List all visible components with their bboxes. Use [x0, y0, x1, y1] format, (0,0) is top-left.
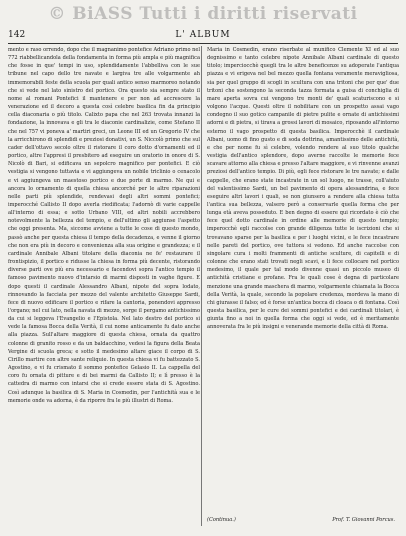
continua-note: (Continua.)	[207, 517, 236, 523]
column-left-text: mento e raso orrendo, dopo che il magnanimo pontefice Adriano primo nel 772 riabbellicandola della fondamenta in forma più ampla e più magnifica che fosse in que' tempi in uso, splendidamente l'abbelliva con le sue tribune nel capo dello tre navate e largiva tre alle volgarmente ah immemorabili feste della scuola per quali antico senso marmoreo notando che si vede nel lato sinistro del portico. Ora questo sia sempre stato il nome al romani Pontefici il mantenere e per non ad accrescere la venerazione ed il decoro a questa così celebre basilica fin da principio cella diaconaria o più titolo. Calixto papa che nel 263 trovata innanzi la fondazione, la innovava e gli tra le diaconie cardinalizie, come Stefano II che nel 757 vi poneva a' martiri greci, un Leone III ed un Gregorio IV che la arricchirono di splendidi e preziosi donativi, un S. Niccolò primo che sul cader dell'ottavo secolo oltre il ristorare il coro dotto d'ornamenti ed il portico, altre l'appresi il presbitero ad eseguire un oratorio in onore di S. Nicolò di Bari, si edificava un sepolcro magnifico per pontefici. E ciò vestigia si vengono tuttavia e vi aggiungeva un nobile triclinio o cenacolo e vi aggiungeva un maestoso portico e due porte di marmo. Ne qui e ancora lo ornamento di quella chiesa ancorché per le altre riparazioni nelle parti più splendide, rendevasi degli altri sommi pontefici; imperocché Callisto II dopo averla riedificata; l'adornò di varie cappelle all'interno di essa; e sotto Urbano VIII, ed altri nobili accrebbero notevolmente la bellezza del tempio, e dell'ultimo gli aggiunse l'aspetto che oggi presenta. Ma, siccome avviene a tutte le cose di questo mondo, passò anche per questa chiesa il tempo della decadenza, e venne il giorno che non era più in decoro e convenienza alla sua origine e grandezza; e il cardinale Annibale Albani titolare della diaconia ne fe' restaurare il frontispizio, il portico e ridusse la chiesa in forma più decente, ristorando diverse parti ove più era necessario e facendovi sopra l'antico tempio il famoso pavimento nuovo d'intarsio di marmi disposti in vaghe figure. E dopo questi il cardinale Alessandro Albani, nipote del sopra lodato, rinnovando la facciata per mezzo del valente architetto Giuseppe Sardi, fece di nuovo edificare il portico e rifare la cantoria, ponendovi appresso l'organo; nel cui lato, nella navata di mezzo, sorge il pergamo antichissimo da cui si leggeva l'Evangelio e l'Epistola. Nel lato destro del portico si vede la famosa Bocca della Verità, il cui nome anticamente fu dato anche alla piazza. Sull'altare maggiore di questa chiesa, ornata da quattro colonne di granito rosso e da un baldacchino, vedesi la figura della Beata Vergine di scuola greca; e sotto il medesimo altare giace il corpo di S. Cirillo martire con altre sante reliquie. In questa chiesa vi fu battezzato S. Agostino, e vi fu crismato il sommo pontefice Gelasio II. La cappella del coro fu ornata di pitture e di bei marmi da Callisto II; e lì presso è la cattedra di marmo con intarsi che si crede essere stata di S. Agostino. Così adunque la basilica di S. Maria in Cosmedin, per l'antichità sua e le memorie onde va adorna, è da riporre fra le più illustri di Roma.	[8, 47, 200, 404]
running-title: L' ALBUM	[175, 30, 231, 40]
column-right	[207, 46, 399, 534]
header-rule	[8, 43, 398, 44]
signature-line	[207, 516, 399, 526]
column-left	[8, 46, 200, 534]
article-footer	[207, 516, 399, 526]
column-divider	[201, 46, 202, 526]
column-right-text: Maria in Cosmedin, erano riserbate al munifico Clemente XI ed al suo degnissimo e tanto celebre nipote Annibale Albani cardinale di questo titolo; imperciocchè quegli tra le altre beneficenze su adoperate l'antiqua piazza e vi erigeva nel bel mezzo quella fontana veramente meravigliosa, sia per quel gruppo di scogli in scultura con una tritoni che per que' due tritoni che sostengono la seconda tazza formata a guisa di conchiglia di mare aperta sovra cui vengono tre monti de' quali scaturiscono e si volgono l'acque. Questi oltre il nobilitare con un prospetto assai vago condegno il suo gotico campanile di pietre pulite e ornate di antichissimi adorni e di pietra, si tirava a grossi lavori di mosaico, riposando all'intorno esterno il vago prospetto di questa basilica. Imperocchè il cardinale Albani, uomo di fino gusto e di soda dottrina, amantissimo delle antichità, e che per nome fu sì celebre, volendo rendere al suo titolo qualche vestigia dell'antico splendore, dopo averne raccolte le memorie fece scavare attorno alla chiesa e presso l'altare maggiore, e vi rinvenne avanzi preziosi dell'antico tempio. Di più, egli fece ristorare le tre navate; e dalle cappelle, che erano state incastrate in un sol luogo, ne trasse, coll'aiuto del valentissimo Sardi, un bel pavimento di opera alessandrina, e fece eseguire altri lavori i quali, se non giunsero a rendere alla chiesa tutta l'antica sua bellezza, valsero però a conservarle quella forma che per lunga età aveva posseduto. E ben degno di essere qui ricordato è ciò che fece quel dotto cardinale in ordine alle memorie di questo tempio; imperocchè egli raccolse con grande diligenza tutte le iscrizioni che si trovavano sparse per la basilica e per i luoghi vicini, e le fece incastrare nelle pareti del portico, ove tuttora si vedono. Ed anche raccolse con singolare cura i molti frammenti di antiche sculture, di capitelli e di colonne che erano stati trovati negli scavi, e li fece collocare nel portico medesimo, il quale per tal modo divenne quasi un piccolo museo di antichità cristiane e profane. Fra le quali cose è degna di particolare menzione una grande maschera di marmo, volgarmente chiamata la Bocca della Verità, la quale, secondo la popolare credenza, mordeva la mano di chi giurasse il falso; ed è forse un'antica bocca di cloaca o di fontana. Così questa basilica, per le cure dei sommi pontefici e dei cardinali titolari, è giunta fino a noi in quella forma che oggi si vede, ed è meritamente annoverata fra le più insigni e venerande memorie della città di Roma.	[207, 47, 399, 331]
page-number: 142	[8, 30, 26, 40]
author-signature: Prof. T. Giovanni Porcus.	[332, 517, 395, 523]
page-header	[8, 30, 398, 42]
watermark-text: © BiASS Tutti i diritti riservati	[48, 4, 358, 24]
